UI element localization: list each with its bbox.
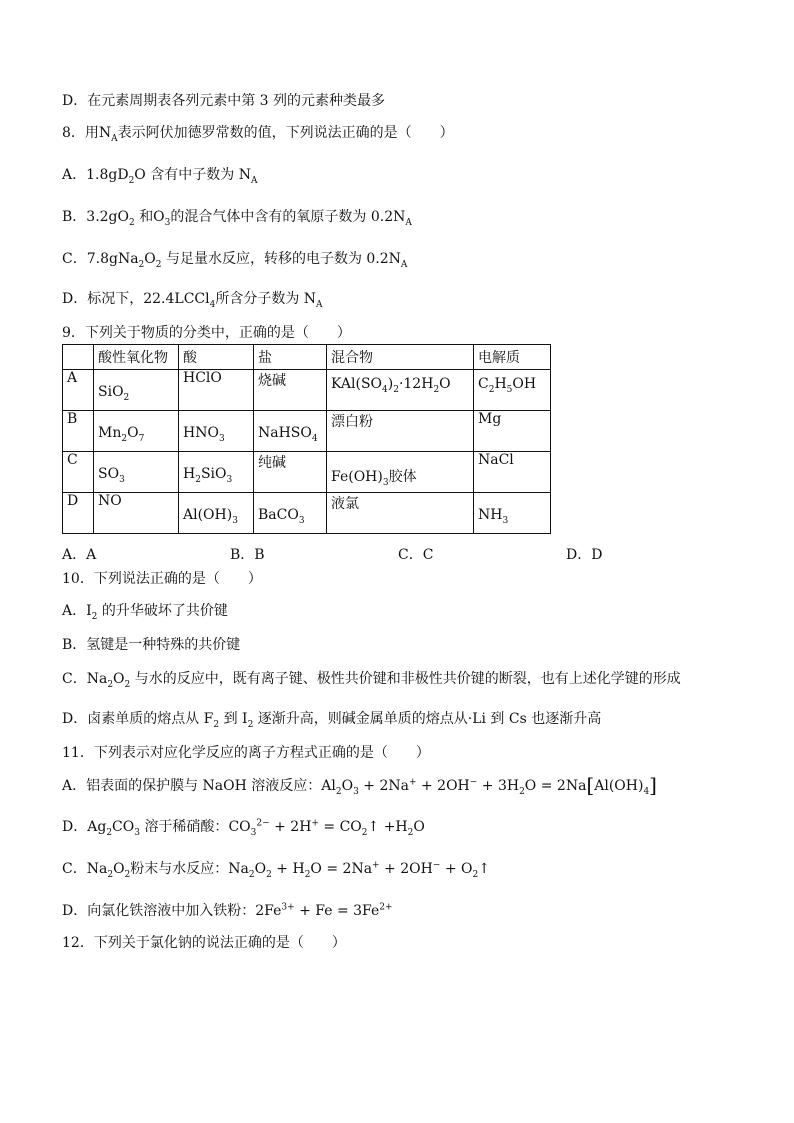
row-label: D [63,493,94,534]
q11-option-d: D．向氯化铁溶液中加入铁粉：$2Fe^{3+} + Fe = 3Fe^{2+}$ [62,902,393,919]
row-label: A [63,370,94,411]
table-row: C $SO_3$ $H_2SiO_3$ 纯碱 $Fe(OH)_3$胶体 NaCl [63,452,551,493]
q11-option-a: A．铝表面的保护膜与 NaOH 溶液反应：$Al_2O_3 + 2Na^+ + 2OH^- + 3H_2O = 2Na[Al(OH)_4]$ [62,773,657,797]
q8-option-a: A．$1.8gD_2O$ 含有中子数为 $N_A$ [62,167,258,186]
table-header [63,345,94,370]
table-header: 盐 [254,345,327,370]
table-row: A SiO$_2$ HClO 烧碱 $KAl(SO_4)_2\cdot 12H_2O$ $C_2H_5OH$ [63,370,551,411]
q11-option-b: D．$Ag_2CO_3$ 溶于稀硝酸：$CO_3^{2-} + 2H^+$ = $CO_2↑ +H_2O$ [62,818,425,838]
q8-option-c: C．$7.8gNa_2O_2$ 与足量水反应，转移的电子数为 $0.2N_A$ [62,251,408,270]
q11-option-c: C．$Na_2O_2$粉末与水反应：$Na_2O_2 + H_2O = 2Na^+ + 2OH^-$ + $O_2↑$ [62,860,490,880]
q10-option-a: A．$I_2$ 的升华破坏了共价键 [62,603,228,622]
table-header: 酸 [179,345,254,370]
q8-option-d: D．标况下，22.4LCCl$_4$所含分子数为 $N_A$ [62,291,323,310]
q9-option-b[interactable]: B．B [230,547,265,563]
q8-option-b: B．$3.2gO_2$ 和$O_3$的混合气体中含有的氧原子数为 $0.2N_A$ [62,209,412,228]
classification-table [62,344,551,534]
q10-stem: 10．下列说法正确的是（ ） [62,571,262,587]
q9-option-d[interactable]: D．D [566,547,603,563]
q12-stem: 12．下列关于氯化钠的说法正确的是（ ） [62,935,346,951]
q10-option-c: C．$Na_2O_2$ 与水的反应中，既有离子键、极性共价键和非极性共价键的断裂，也有上述化学键的形成 [62,671,681,690]
table-header: 酸性氧化物 [94,345,179,370]
table-row: D NO $Al(OH)_3$ BaCO$_3$ 液氯 $NH_3$ [63,493,551,534]
q8-stem: 8．用$N_A$表示阿伏加德罗常数的值，下列说法正确的是（ ） [62,125,454,144]
q10-option-d: D．卤素单质的熔点从 $F_2$ 到 $I_2$ 逐渐升高，则碱金属单质的熔点从·Li 到 Cs 也逐渐升高 [62,711,602,730]
q9-option-a[interactable]: A．A [62,547,97,563]
q9-option-c[interactable]: C．C [398,547,434,563]
q10-option-b: B．氢键是一种特殊的共价键 [62,637,241,653]
row-label: C [63,452,94,493]
table-header: 混合物 [327,345,474,370]
q7-option-d: D．在元素周期表各列元素中第 3 列的元素种类最多 [62,93,386,109]
table-row: B $Mn_2O_7$ $HNO_3$ NaHSO$_4$ 漂白粉 Mg [63,411,551,452]
q11-stem: 11．下列表示对应化学反应的离子方程式正确的是（ ） [62,745,430,761]
q9-stem: 9．下列关于物质的分类中，正确的是（ ） [62,325,351,341]
row-label: B [63,411,94,452]
table-header: 电解质 [474,345,551,370]
